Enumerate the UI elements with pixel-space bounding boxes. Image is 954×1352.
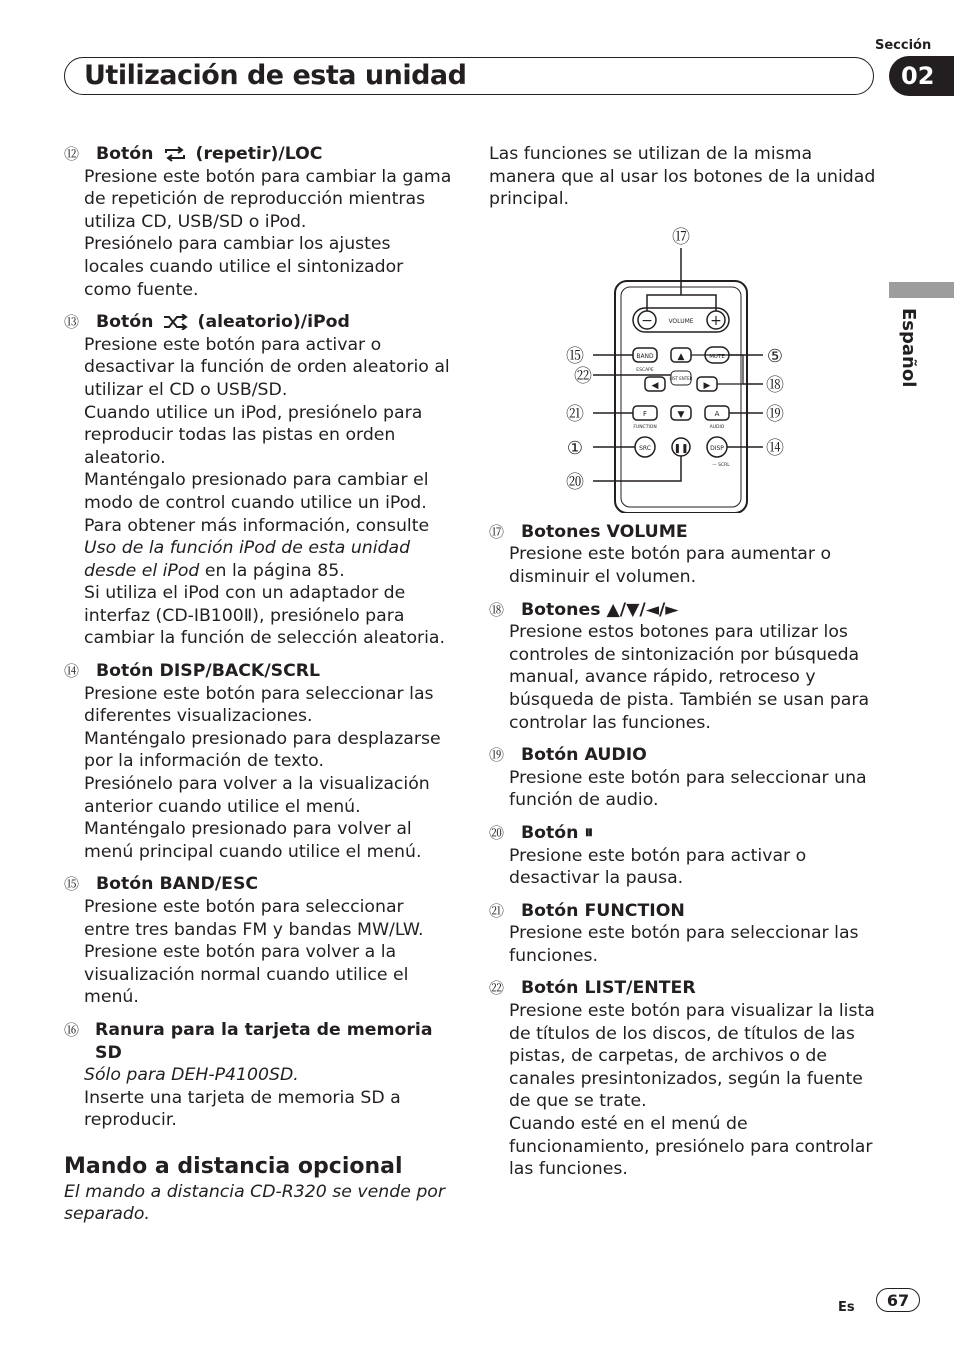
item-number: ⑫ [64, 145, 80, 163]
item-paragraph: Presione este botón para activar o desactivar la función de orden aleatorio al utilizar el CD o USB/SD. [84, 334, 450, 400]
scrl-label: — SCRL [712, 462, 730, 468]
left-icon: ◀ [651, 380, 659, 391]
left-column [64, 143, 454, 1226]
language-tab-label: Español [898, 308, 919, 388]
item-paragraph: Si utiliza el iPod con un adaptador de interfaz (CD-IB100Ⅱ), presiónelo para cambiar la función de selección aleatoria. [84, 583, 446, 649]
item-title-pre: Botón [96, 144, 154, 164]
volume-label: VOLUME [668, 317, 694, 325]
callout-5: ⑤ [766, 345, 784, 367]
item-number: ⑲ [489, 746, 505, 765]
item-paragraph: Presione este botón para seleccionar las funciones. [509, 923, 859, 966]
item-number: ⑰ [489, 522, 505, 541]
repeat-icon [162, 146, 188, 162]
volume-plus-icon: + [710, 312, 722, 329]
item-paragraph: Manténgalo presionado para cambiar el modo de control cuando utilice un iPod. [84, 470, 429, 513]
item-title: Botón AUDIO [521, 745, 647, 766]
callout-19: ⑲ [766, 403, 784, 425]
reference-title: Uso de la función iPod de esta unidad desde el iPod [84, 538, 411, 581]
function-label: FUNCTION [633, 424, 657, 430]
item-paragraph: Presione este botón para volver a la visualización normal cuando utilice el menú. [84, 942, 409, 1008]
remote-control-diagram [563, 223, 793, 513]
item-disp-back-scrl [64, 660, 454, 863]
f-label: F [642, 409, 648, 418]
callout-1: ① [566, 437, 584, 459]
item-shuffle-ipod [64, 311, 454, 650]
audio-label: AUDIO [709, 424, 725, 430]
item-title: Botón ⏸ [521, 822, 594, 843]
callout-18: ⑱ [766, 374, 784, 396]
item-paragraph: Inserte una tarjeta de memoria SD a reproducir. [84, 1087, 401, 1131]
item-title: Botón DISP/BACK/SCRL [96, 661, 321, 682]
right-icon: ▶ [703, 380, 711, 391]
item-list-enter [489, 977, 884, 1180]
item-repeat-loc [64, 143, 454, 301]
item-volume [489, 521, 884, 589]
right-column [489, 143, 884, 1191]
item-title: Botón FUNCTION [521, 900, 685, 921]
item-paragraph: Cuando esté en el menú de funcionamiento, presiónelo para controlar las funciones. [509, 1114, 873, 1180]
item-paragraph: Presione este botón para seleccionar entre tres bandas FM y bandas MW/LW. [84, 897, 424, 940]
item-title [96, 143, 322, 166]
item-paragraph: Presione este botón para visualizar la lista de títulos de los discos, de títulos de las pistas, de carpetas, de archivos o de canales presintonizados, según la fuente de que se trate. [509, 1001, 875, 1112]
band-label: BAND [636, 352, 654, 360]
escape-label: ESCAPE [636, 367, 654, 373]
item-paragraph: Manténgalo presionado para desplazarse por la información de texto. [84, 728, 441, 772]
item-number: ⑱ [489, 600, 505, 619]
item-number: ⑭ [64, 662, 80, 681]
item-paragraph: Cuando utilice un iPod, presiónelo para reproducir todas las pistas en orden aleatorio. [84, 402, 423, 468]
callout-15: ⑮ [566, 345, 584, 367]
item-paragraph: Presione este botón para seleccionar las diferentes visualizaciones. [84, 683, 434, 727]
up-icon: ▲ [677, 351, 685, 362]
item-paragraph: Presiónelo para volver a la visualización anterior cuando utilice el menú. [84, 774, 430, 817]
footer-language-code: Es [838, 1300, 855, 1315]
down-icon: ▼ [677, 409, 685, 420]
item-function [489, 900, 884, 968]
item-paragraph: Presiónelo para cambiar los ajustes locales cuando utilice el sintonizador como fuente. [84, 234, 404, 300]
page-title: Utilización de esta unidad [84, 60, 467, 91]
callout-21: ㉑ [566, 403, 584, 425]
item-number: ⑳ [489, 823, 505, 842]
item-title [96, 311, 350, 334]
language-tab-marker [889, 282, 954, 298]
src-label: SRC [639, 444, 651, 452]
item-paragraph: Presione este botón para cambiar la gama de repetición de reproducción mientras utiliza CD, USB/SD o iPod. [84, 166, 452, 232]
mute-label: MUTE [709, 353, 725, 360]
item-number: ⑮ [64, 875, 80, 894]
section-badge [889, 56, 954, 96]
item-title-pre: Botón [96, 312, 154, 333]
item-paragraph: Presione este botón para activar o desactivar la pausa. [509, 845, 807, 889]
item-sd-slot [64, 1019, 454, 1132]
item-title: Botones VOLUME [521, 521, 688, 542]
item-number: ⑯ [64, 1020, 80, 1039]
item-number: ㉑ [489, 901, 505, 920]
item-paragraph: Manténgalo presionado para volver al menú principal cuando utilice el menú. [84, 819, 422, 862]
disp-label: DISP [710, 444, 724, 452]
intro-paragraph: Las funciones se utilizan de la misma manera que al usar los botones de la unidad principal. [489, 144, 876, 210]
volume-minus-icon: − [641, 312, 653, 329]
item-paragraph: Presione estos botones para utilizar los controles de sintonización por búsqueda manual, avance rápido, retroceso y búsqueda de pista. También se usan para controlar las funciones. [509, 622, 870, 733]
callout-22: ㉒ [574, 365, 592, 387]
item-title: Ranura para la tarjeta de memoria SD [95, 1019, 433, 1063]
item-pause [489, 822, 884, 890]
item-title: Botón BAND/ESC [96, 874, 259, 895]
callout-17: ⑰ [672, 226, 690, 248]
item-number: ㉒ [489, 979, 505, 998]
item-paragraph: Presione este botón para seleccionar una función de audio. [509, 767, 867, 811]
item-title-post: (repetir)/LOC [195, 144, 323, 164]
item-audio [489, 744, 884, 812]
section-number: 02 [901, 62, 935, 90]
item-title: Botón LIST/ENTER [521, 978, 696, 999]
a-label: A [714, 409, 720, 418]
section-label: Sección [875, 38, 932, 53]
item-reference: Para obtener más información, consulte Uso de la función iPod de esta unidad desde el iPod en la página 85. [84, 515, 430, 581]
section-note: El mando a distancia CD-R320 se vende por separado. [64, 1181, 445, 1225]
callout-14: ⑭ [766, 437, 784, 459]
list-enter-label: LIST ENTER [669, 375, 693, 381]
page-number: 67 [876, 1288, 920, 1312]
shuffle-icon [162, 314, 190, 330]
item-paragraph: Presione este botón para aumentar o disminuir el volumen. [509, 544, 832, 587]
section-heading: Mando a distancia opcional [64, 1153, 403, 1179]
item-arrows [489, 599, 884, 735]
callout-20: ⑳ [566, 471, 584, 493]
item-title: Botones ▲/▼/◄/► [521, 599, 679, 620]
pause-icon: ❚❚ [673, 443, 689, 454]
item-note: Sólo para DEH-P4100SD. [84, 1065, 299, 1086]
item-title-post: (aleatorio)/iPod [197, 312, 350, 333]
item-number: ⑬ [64, 313, 80, 332]
item-band-esc [64, 873, 454, 1009]
